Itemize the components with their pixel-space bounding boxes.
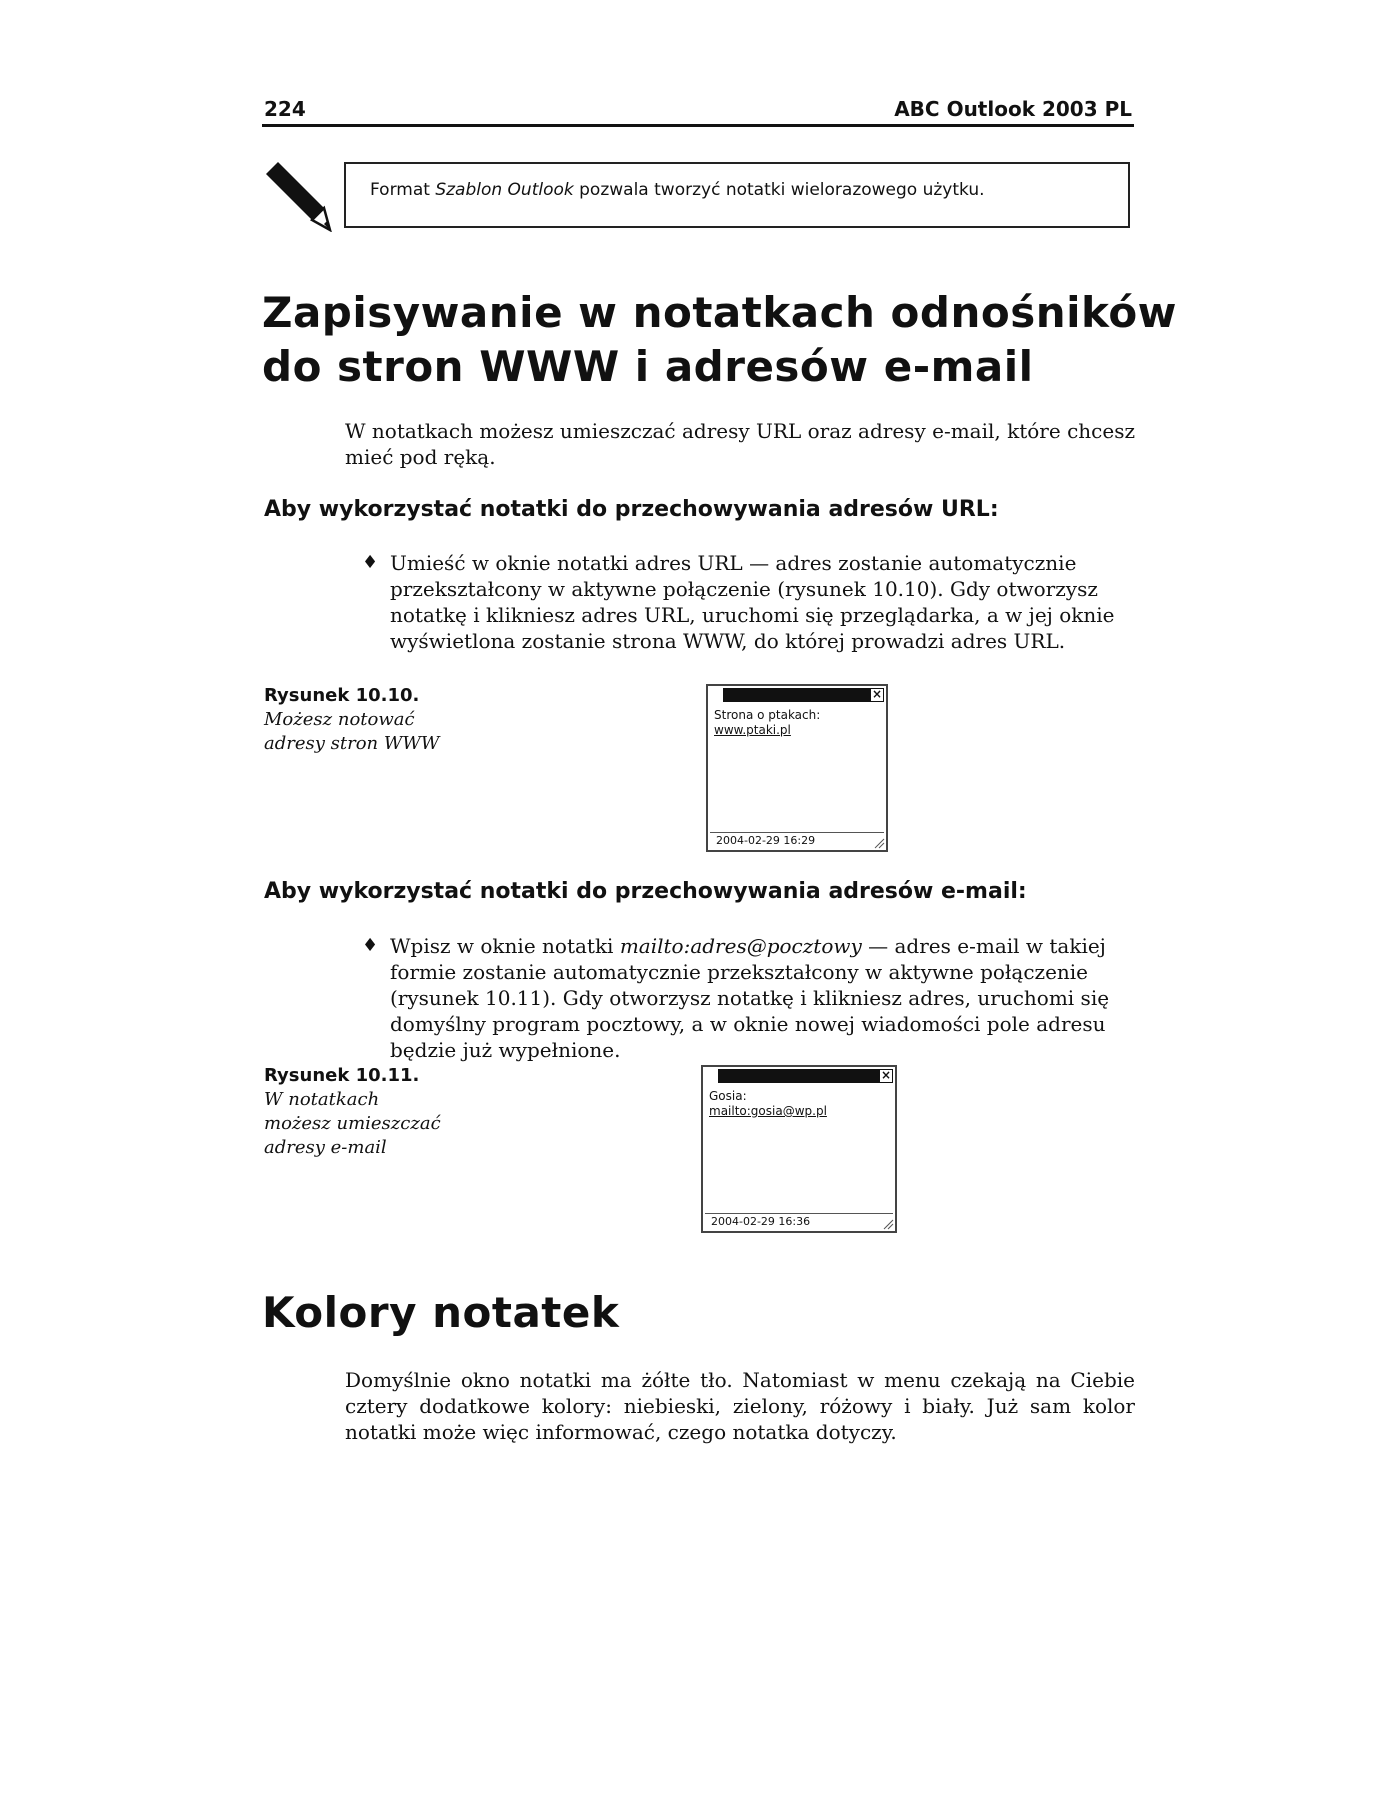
diamond-bullet-icon: ♦ xyxy=(362,935,379,956)
note-link: mailto:gosia@wp.pl xyxy=(709,1104,827,1118)
colors-paragraph: Domyślnie okno notatki ma żółte tło. Natomiast w menu czekają na Ciebie cztery dodatkowe kolory: niebieski, zielony, różowy i biały. Już sam kolor notatki może więc informować, czego notatka dotyczy. xyxy=(345,1368,1135,1444)
tip-note-emphasis: Szablon Outlook xyxy=(435,180,574,200)
section-heading-line1: Zapisywanie w notatkach odnośników xyxy=(262,288,1177,337)
close-icon: × xyxy=(880,1068,892,1082)
section-heading-links xyxy=(262,286,1177,394)
close-icon: × xyxy=(871,687,883,701)
note-window-screenshot-url xyxy=(706,684,888,852)
note-window-screenshot-email xyxy=(701,1065,897,1233)
subheading-email: Aby wykorzystać notatki do przechowywania adresów e-mail: xyxy=(264,879,1027,904)
diamond-bullet-icon: ♦ xyxy=(362,552,379,573)
header-rule xyxy=(262,124,1134,127)
note-text-line: Strona o ptakach: xyxy=(714,708,821,722)
note-timestamp: 2004-02-29 16:29 xyxy=(710,832,884,848)
resize-grip-icon xyxy=(873,837,885,849)
bullet-email-text xyxy=(390,933,1122,1063)
subheading-url: Aby wykorzystać notatki do przechowywania adresów URL: xyxy=(264,497,999,522)
bullet-url xyxy=(362,550,1122,654)
bullet-url-text: Umieść w oknie notatki adres URL — adres zostanie automatycznie przekształcony w aktywne połączenie (rysunek 10.10). Gdy otworzysz notatkę i klikniesz adres URL, uruchomi się przeglądarka, a w jej oknie wyświetlona zostanie strona WWW, do której prowadzi adres URL. xyxy=(390,551,1115,653)
running-title: ABC Outlook 2003 PL xyxy=(894,97,1132,121)
note-icon xyxy=(710,688,724,702)
page-number: 224 xyxy=(264,97,306,121)
resize-grip-icon xyxy=(882,1218,894,1230)
note-icon xyxy=(705,1069,719,1083)
note-text-line: Gosia: xyxy=(709,1089,747,1103)
tip-note-box xyxy=(344,162,1130,228)
figure-number: Rysunek 10.10. xyxy=(264,685,420,706)
bullet-email-after: — adres e-mail w takiej formie zostanie automatycznie przekształcony w aktywne połączenie (rysunek 10.11). Gdy otworzysz notatkę i klikniesz adres, uruchomi się domyślny program pocztowy, a w oknie nowej wiadomości pole adresu będzie już wypełnione. xyxy=(390,934,1110,1062)
intro-paragraph: W notatkach możesz umieszczać adresy URL oraz adresy e-mail, które chcesz mieć pod ręką. xyxy=(345,419,1135,469)
bullet-email-emphasis: mailto:adres@pocztowy xyxy=(619,934,862,958)
figure-description: Możesz notować adresy stron WWW xyxy=(264,709,440,754)
bullet-email-before: Wpisz w oknie notatki xyxy=(390,934,620,958)
tip-note-text-after: pozwala tworzyć notatki wielorazowego użytku. xyxy=(573,180,985,200)
note-title-bar xyxy=(710,688,884,702)
section-heading-colors: Kolory notatek xyxy=(262,1288,620,1337)
figure-caption-10-11 xyxy=(264,1064,444,1160)
figure-caption-10-10 xyxy=(264,684,444,756)
figure-description: W notatkach możesz umieszczać adresy e-mail xyxy=(264,1089,441,1158)
note-link: www.ptaki.pl xyxy=(714,723,791,737)
tip-note-text-before: Format xyxy=(370,180,436,200)
bullet-email xyxy=(362,933,1122,1063)
figure-number: Rysunek 10.11. xyxy=(264,1065,420,1086)
pencil-icon xyxy=(262,160,332,232)
note-timestamp: 2004-02-29 16:36 xyxy=(705,1213,893,1229)
note-title-bar xyxy=(705,1069,893,1083)
section-heading-line2: do stron WWW i adresów e-mail xyxy=(262,342,1034,391)
